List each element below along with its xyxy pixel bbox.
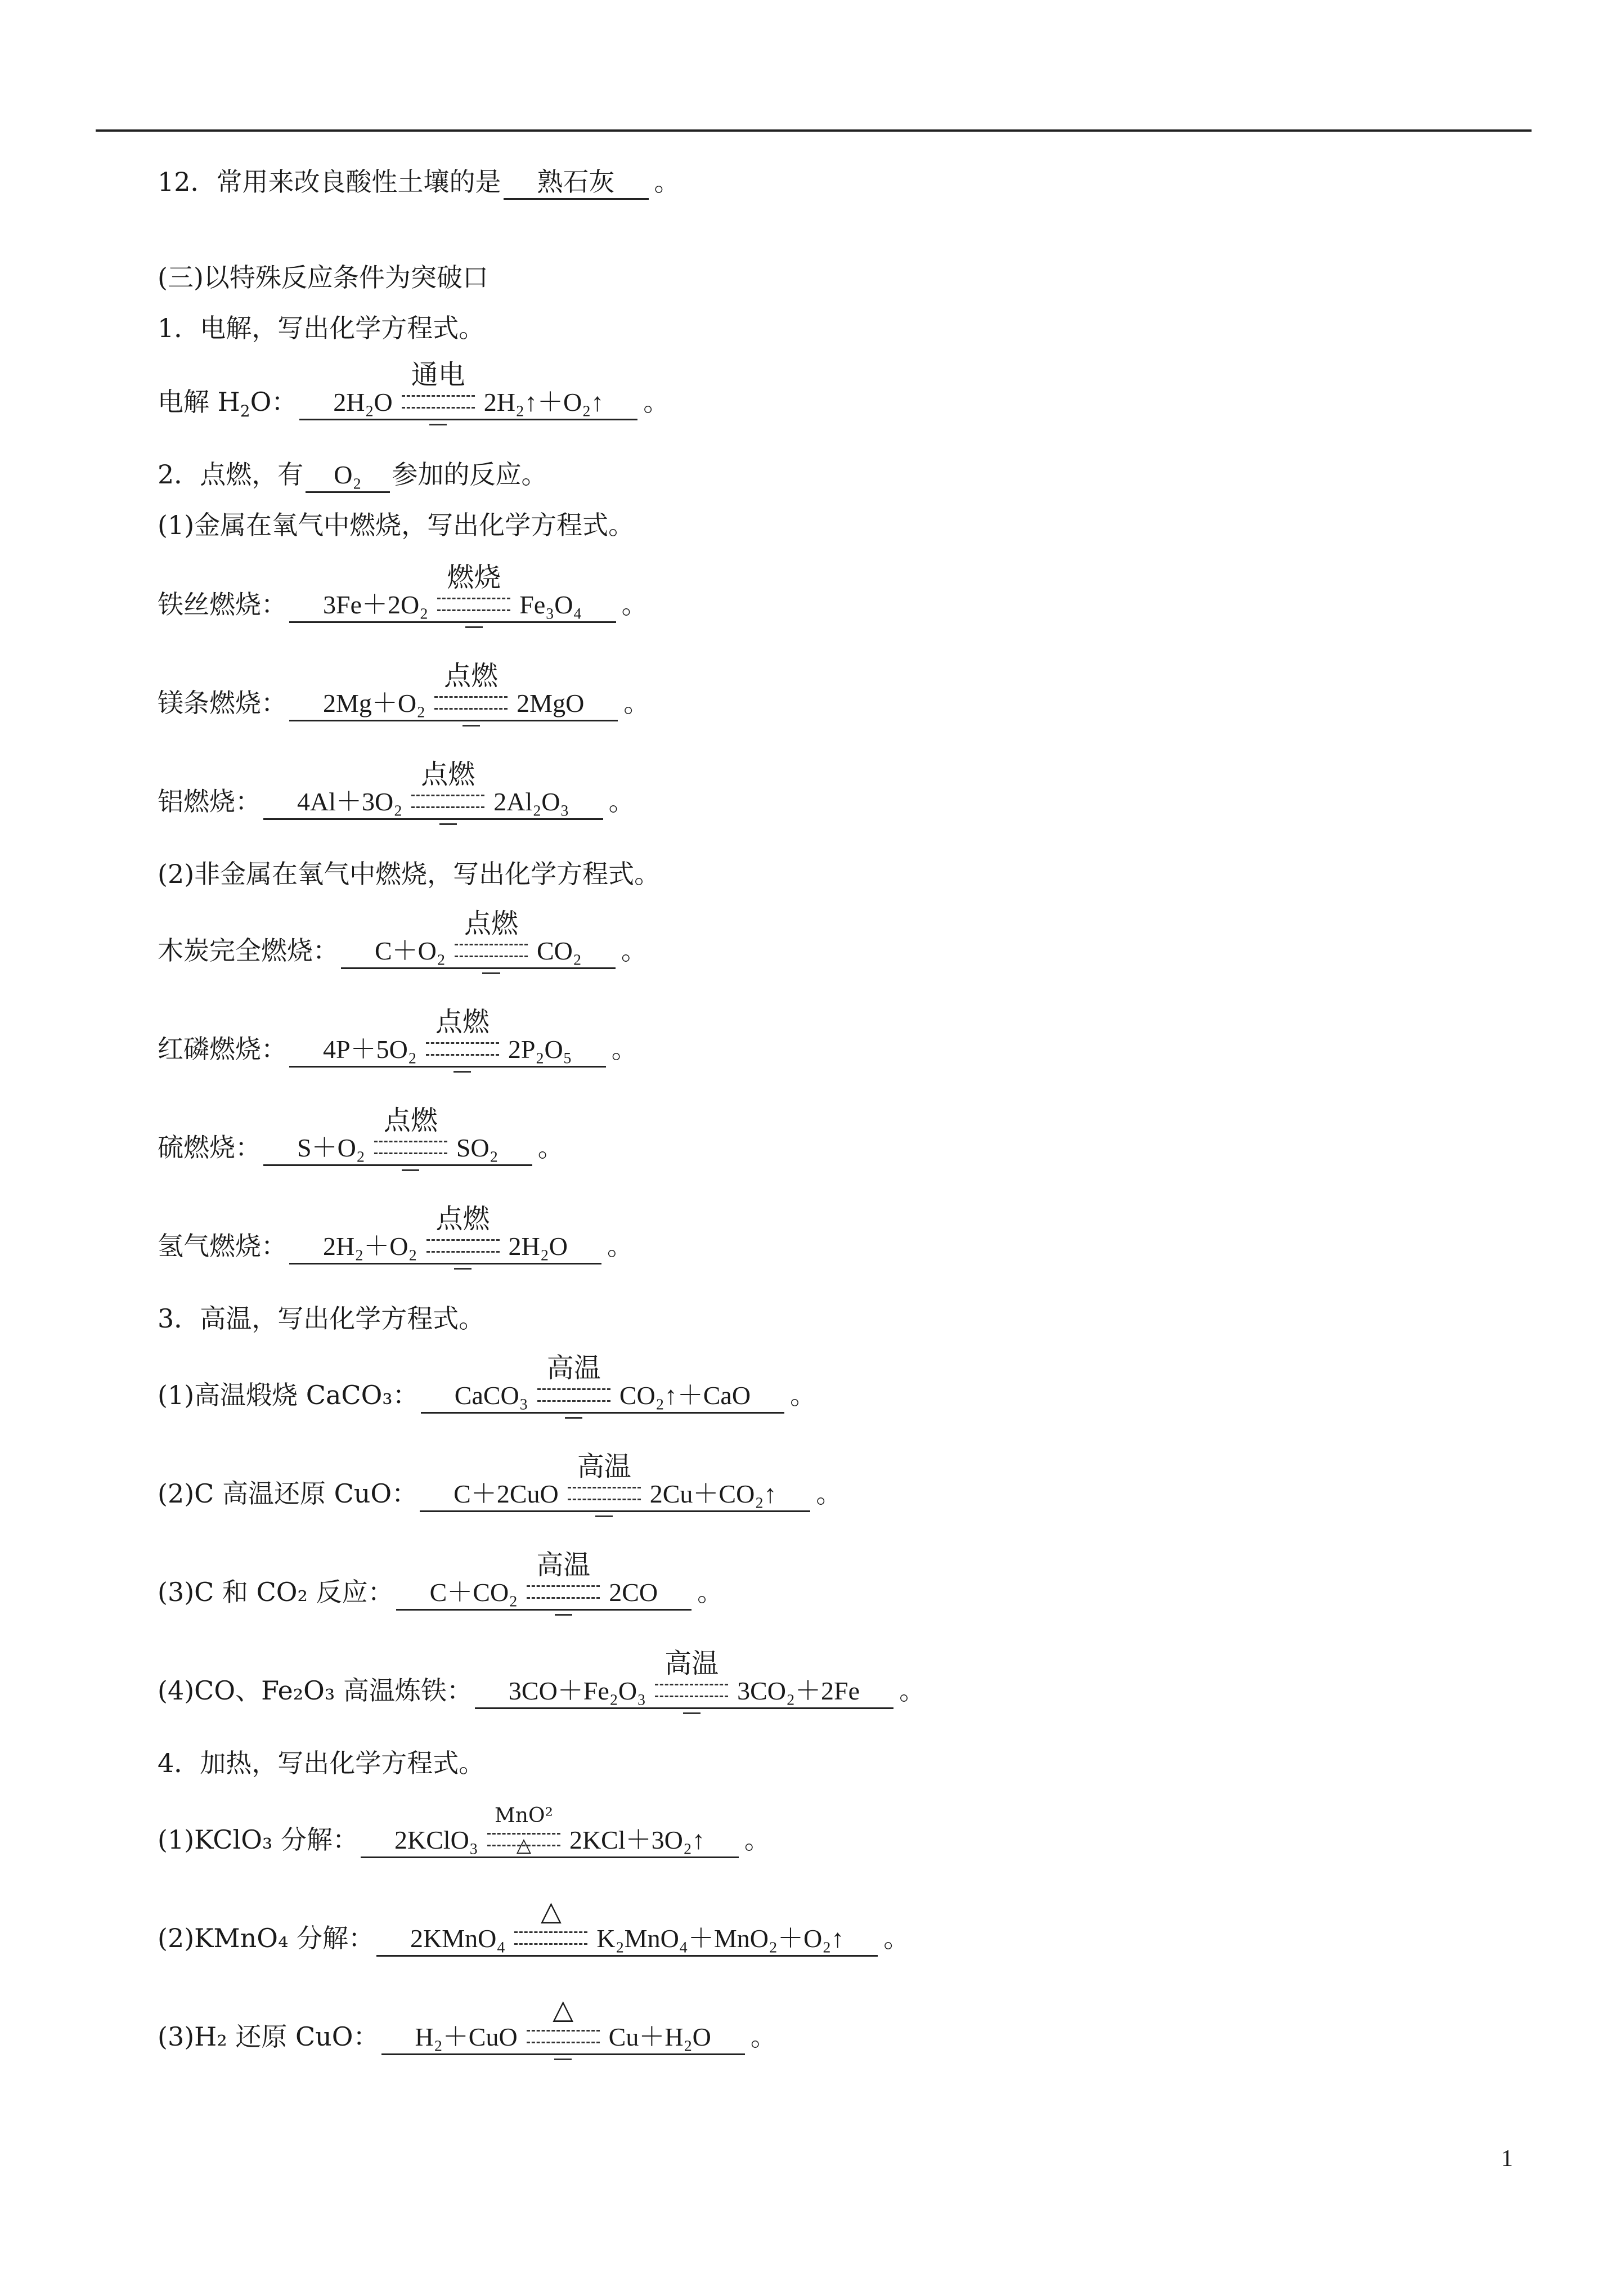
equation-sulfur bbox=[158, 1105, 564, 1166]
reaction-condition bbox=[514, 1895, 587, 1947]
products: 3CO₂＋2Fe bbox=[737, 1676, 860, 1705]
reaction-condition bbox=[411, 759, 484, 810]
reactants: 4P＋5O₂ bbox=[323, 1035, 417, 1064]
equation-co-fe2o3 bbox=[158, 1648, 926, 1709]
reaction-condition bbox=[527, 1994, 600, 2046]
subsection-2-2-title bbox=[158, 861, 660, 887]
equation-hydrogen bbox=[158, 1203, 633, 1264]
reactants: CaCO₃ bbox=[454, 1381, 528, 1410]
condition-text: 高温 bbox=[577, 1451, 631, 1482]
reaction-condition bbox=[402, 359, 475, 411]
equation-phosphorus bbox=[158, 1006, 637, 1068]
reactants: 3Fe＋2O₂ bbox=[323, 590, 429, 619]
end-mark: 。 bbox=[899, 1675, 926, 1706]
condition-text: 高温 bbox=[536, 1549, 591, 1581]
end-mark: 。 bbox=[744, 1824, 770, 1855]
end-mark: 。 bbox=[621, 589, 648, 620]
answer-blank bbox=[289, 1006, 606, 1068]
answer-blank bbox=[306, 462, 389, 493]
condition-text: 点燃 bbox=[435, 1203, 490, 1235]
catalyst-text: MnO² bbox=[494, 1804, 553, 1827]
end-mark: 。 bbox=[654, 167, 680, 197]
answer-blank bbox=[376, 1895, 878, 1957]
end-mark: 。 bbox=[790, 1380, 816, 1410]
answer-blank bbox=[381, 1994, 745, 2055]
answer-blank bbox=[263, 759, 603, 820]
equation-c-co2 bbox=[158, 1549, 724, 1611]
equation-label: 氢气燃烧： bbox=[158, 1231, 287, 1261]
products: 2P₂O₅ bbox=[508, 1035, 572, 1064]
heat-symbol: △ bbox=[540, 1895, 562, 1927]
reactants: C＋O₂ bbox=[375, 936, 446, 965]
equation-label: (1)高温煅烧 CaCO₃： bbox=[158, 1380, 419, 1410]
reaction-condition bbox=[374, 1105, 447, 1156]
end-mark: 。 bbox=[607, 1231, 633, 1261]
end-mark: 。 bbox=[816, 1478, 842, 1509]
answer-blank bbox=[421, 1352, 784, 1414]
equation-c-cuo bbox=[158, 1451, 842, 1512]
answer-blank bbox=[289, 1203, 601, 1264]
reactants: 2H₂O bbox=[333, 388, 393, 416]
products: K₂MnO₄＋MnO₂＋O₂↑ bbox=[596, 1924, 845, 1953]
products: 2Al₂O₃ bbox=[493, 787, 569, 816]
end-mark: 。 bbox=[750, 2021, 776, 2052]
subsection-title-text: (2)非金属在氧气中燃烧，写出化学方程式。 bbox=[158, 859, 661, 889]
answer-text: 熟石灰 bbox=[537, 167, 615, 197]
reaction-condition bbox=[426, 1006, 499, 1058]
subsection-2-1-title bbox=[158, 512, 634, 538]
question-12 bbox=[158, 169, 680, 200]
reactants: C＋2CuO bbox=[453, 1479, 559, 1508]
equation-label: (1)KClO₃ 分解： bbox=[158, 1824, 358, 1855]
reaction-condition bbox=[568, 1451, 641, 1503]
answer-text: O₂ bbox=[334, 460, 362, 489]
answer-blank bbox=[299, 359, 637, 420]
subsection-title-text: 4．加热，写出化学方程式。 bbox=[158, 1748, 485, 1778]
reactants: 4Al＋3O₂ bbox=[297, 787, 403, 816]
subsection-title-text: 2．点燃，有 bbox=[158, 459, 304, 490]
equation-label: (2)C 高温还原 CuO： bbox=[158, 1478, 418, 1509]
section-title bbox=[158, 262, 488, 293]
condition-text: 点燃 bbox=[421, 759, 475, 790]
question-text: 12．常用来改良酸性土壤的是 bbox=[158, 167, 501, 197]
products: 2H₂↑＋O₂↑ bbox=[483, 388, 604, 416]
products: SO₂ bbox=[456, 1133, 499, 1162]
products: CO₂↑＋CaO bbox=[619, 1381, 751, 1410]
answer-blank bbox=[341, 908, 616, 969]
end-mark: 。 bbox=[608, 786, 635, 817]
reaction-condition bbox=[437, 562, 510, 613]
products: 2Cu＋CO₂↑ bbox=[649, 1479, 777, 1508]
equation-label: 红磷燃烧： bbox=[158, 1034, 287, 1064]
equation-iron bbox=[158, 562, 648, 623]
reaction-condition bbox=[426, 1203, 500, 1255]
condition-text: 高温 bbox=[664, 1648, 719, 1679]
equation-label: (2)KMnO₄ 分解： bbox=[158, 1923, 375, 1953]
equation-label: 木炭完全燃烧： bbox=[158, 935, 339, 966]
reaction-condition bbox=[434, 660, 508, 712]
reaction-condition bbox=[527, 1549, 600, 1601]
equation-label: 铁丝燃烧： bbox=[158, 589, 287, 620]
reactants: 2H₂＋O₂ bbox=[323, 1232, 417, 1261]
reactants: 3CO＋Fe₂O₃ bbox=[508, 1676, 646, 1705]
answer-blank bbox=[504, 169, 649, 200]
subsection-title-suffix: 参加的反应。 bbox=[392, 459, 547, 490]
condition-text: 通电 bbox=[411, 359, 465, 391]
equation-caco3 bbox=[158, 1352, 816, 1414]
equation-label: (3)C 和 CO₂ 反应： bbox=[158, 1577, 394, 1607]
reactants: S＋O₂ bbox=[297, 1133, 365, 1162]
condition-text: 燃烧 bbox=[447, 562, 501, 593]
end-mark: 。 bbox=[643, 387, 670, 417]
end-mark: 。 bbox=[697, 1577, 724, 1607]
reaction-condition bbox=[487, 1804, 560, 1856]
reactants: 2Mg＋O₂ bbox=[323, 689, 426, 718]
equation-label: 硫燃烧： bbox=[158, 1132, 261, 1163]
equation-aluminum bbox=[158, 759, 635, 820]
products: Cu＋H₂O bbox=[608, 2023, 711, 2051]
answer-blank bbox=[263, 1105, 532, 1166]
end-mark: 。 bbox=[537, 1132, 564, 1163]
section-title-text: (三)以特殊反应条件为突破口 bbox=[158, 262, 488, 293]
condition-text: 高温 bbox=[546, 1352, 601, 1384]
equation-label: (4)CO、Fe₂O₃ 高温炼铁： bbox=[158, 1675, 473, 1706]
condition-text: 点燃 bbox=[444, 660, 499, 692]
products: 2MgO bbox=[517, 689, 585, 718]
equation-electrolysis bbox=[158, 359, 670, 420]
subsection-title-text: (1)金属在氧气中燃烧，写出化学方程式。 bbox=[158, 510, 635, 540]
reaction-condition bbox=[537, 1352, 610, 1404]
subsection-3-title bbox=[158, 1303, 485, 1334]
end-mark: 。 bbox=[883, 1923, 910, 1953]
equation-kclo3 bbox=[158, 1804, 770, 1858]
subsection-title-text: 3．高温，写出化学方程式。 bbox=[158, 1303, 485, 1334]
page-number: 1 bbox=[1501, 2146, 1513, 2172]
reactants: H₂＋CuO bbox=[415, 2023, 518, 2051]
equation-label: 镁条燃烧： bbox=[158, 688, 287, 718]
header-rule bbox=[96, 129, 1532, 132]
products: CO₂ bbox=[536, 936, 582, 965]
subsection-1-title bbox=[158, 315, 484, 341]
subsection-title-text: 1．电解，写出化学方程式。 bbox=[158, 313, 485, 343]
equation-label: 电解 $H_2O$： bbox=[158, 387, 298, 420]
end-mark: 。 bbox=[621, 935, 647, 966]
reaction-condition bbox=[655, 1648, 728, 1699]
end-mark: 。 bbox=[611, 1034, 637, 1064]
equation-carbon bbox=[158, 908, 647, 969]
end-mark: 。 bbox=[623, 688, 650, 718]
condition-text: 点燃 bbox=[435, 1006, 490, 1038]
condition-text: 点燃 bbox=[383, 1105, 438, 1136]
products: 2H₂O bbox=[508, 1232, 568, 1261]
products: 2CO bbox=[609, 1578, 658, 1607]
heat-symbol: △ bbox=[553, 1994, 574, 2025]
products: 2KCl＋3O₂↑ bbox=[569, 1826, 705, 1854]
reactants: 2KClO₃ bbox=[394, 1826, 478, 1854]
heat-symbol: △ bbox=[516, 1835, 532, 1856]
answer-blank bbox=[396, 1549, 692, 1611]
products: Fe₃O₄ bbox=[519, 590, 582, 619]
equation-magnesium bbox=[158, 660, 650, 721]
answer-blank bbox=[289, 660, 618, 721]
equation-kmno4 bbox=[158, 1895, 910, 1957]
answer-blank bbox=[289, 562, 616, 623]
equation-label: 铝燃烧： bbox=[158, 786, 261, 817]
reaction-condition bbox=[455, 908, 528, 959]
subsection-4-title bbox=[158, 1750, 484, 1776]
equation-h2-cuo bbox=[158, 1994, 776, 2055]
answer-blank bbox=[361, 1804, 739, 1858]
condition-text: 点燃 bbox=[464, 908, 518, 939]
answer-blank bbox=[475, 1648, 893, 1709]
equation-label: (3)H₂ 还原 CuO： bbox=[158, 2021, 379, 2052]
subsection-2-title bbox=[158, 461, 547, 493]
reactants: C＋CO₂ bbox=[429, 1578, 518, 1607]
reactants: 2KMnO₄ bbox=[410, 1924, 506, 1953]
answer-blank bbox=[420, 1451, 810, 1512]
